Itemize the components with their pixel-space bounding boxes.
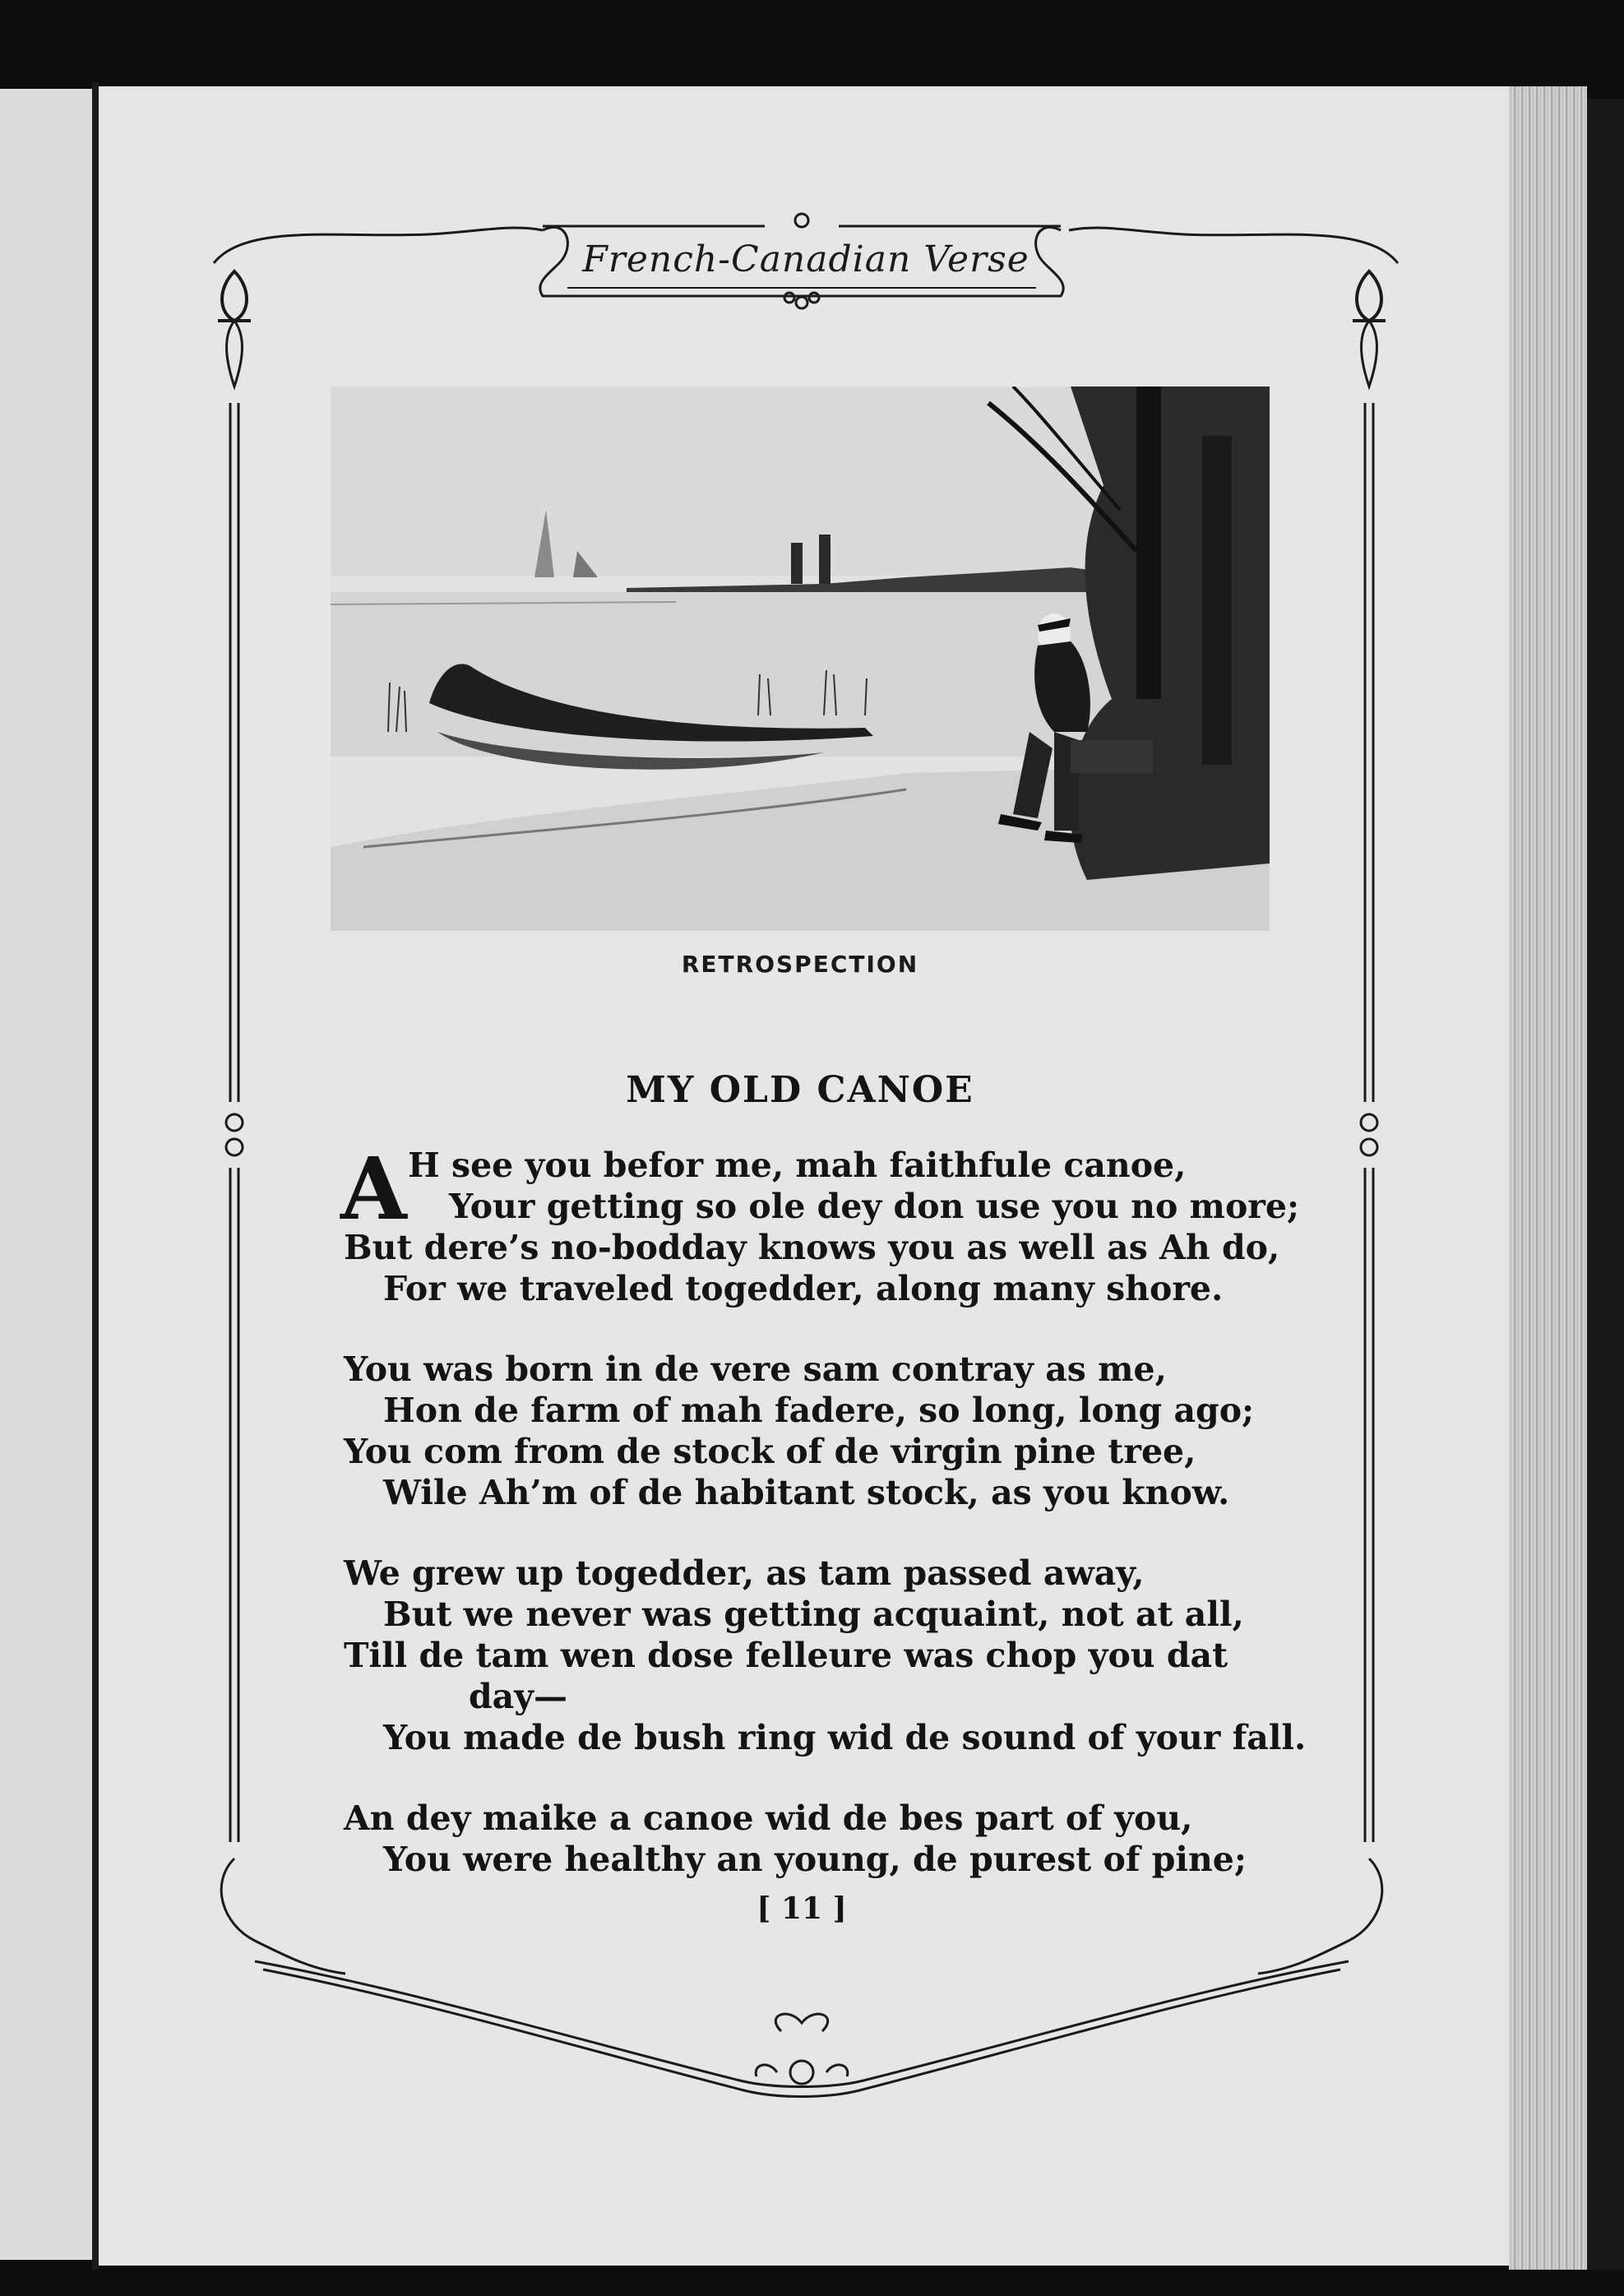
stanza-break xyxy=(344,1513,1273,1553)
poem-line: An dey maike a canoe wid de bes part of you, xyxy=(344,1798,1193,1838)
poem-line: You com from de stock of de virgin pine tree, xyxy=(344,1432,1196,1471)
poem-line: H see you befor me, mah faithfule canoe, xyxy=(408,1146,1187,1185)
poem-line: You were healthy an young, de purest of pine; xyxy=(383,1840,1247,1879)
poem-line: Hon de farm of mah fadere, so long, long ago; xyxy=(383,1391,1255,1430)
poem-line: You was born in de vere sam contray as me, xyxy=(344,1349,1167,1389)
poem-line: day— xyxy=(469,1677,568,1716)
illustration-caption: RETROSPECTION xyxy=(681,951,919,978)
stanza-break xyxy=(344,1758,1273,1798)
poem-line: Wile Ah’m of de habitant stock, as you know. xyxy=(383,1473,1230,1512)
retrospection-illustration xyxy=(331,387,1270,931)
poem-line: But dere’s no-bodday knows you as well as Ah do, xyxy=(344,1228,1280,1267)
drop-cap: A xyxy=(340,1138,407,1239)
poem-line: Your getting so ole dey don use you no more; xyxy=(449,1187,1300,1226)
page-number: [ 11 ] xyxy=(756,1891,847,1926)
poem-body xyxy=(340,1138,1307,1880)
poem-line: We grew up togedder, as tam passed away, xyxy=(344,1553,1145,1593)
poem-title: MY OLD CANOE xyxy=(626,1069,974,1111)
poem-line: Till de tam wen dose felleure was chop you dat xyxy=(344,1636,1228,1675)
stanza-break xyxy=(344,1309,1273,1349)
poem-line: But we never was getting acquaint, not at all, xyxy=(383,1595,1244,1634)
poem-line: You made de bush ring wid de sound of your fall. xyxy=(383,1718,1307,1757)
running-header: French-Canadian Verse xyxy=(582,238,1029,280)
poem-line: For we traveled togedder, along many shore. xyxy=(383,1269,1224,1308)
